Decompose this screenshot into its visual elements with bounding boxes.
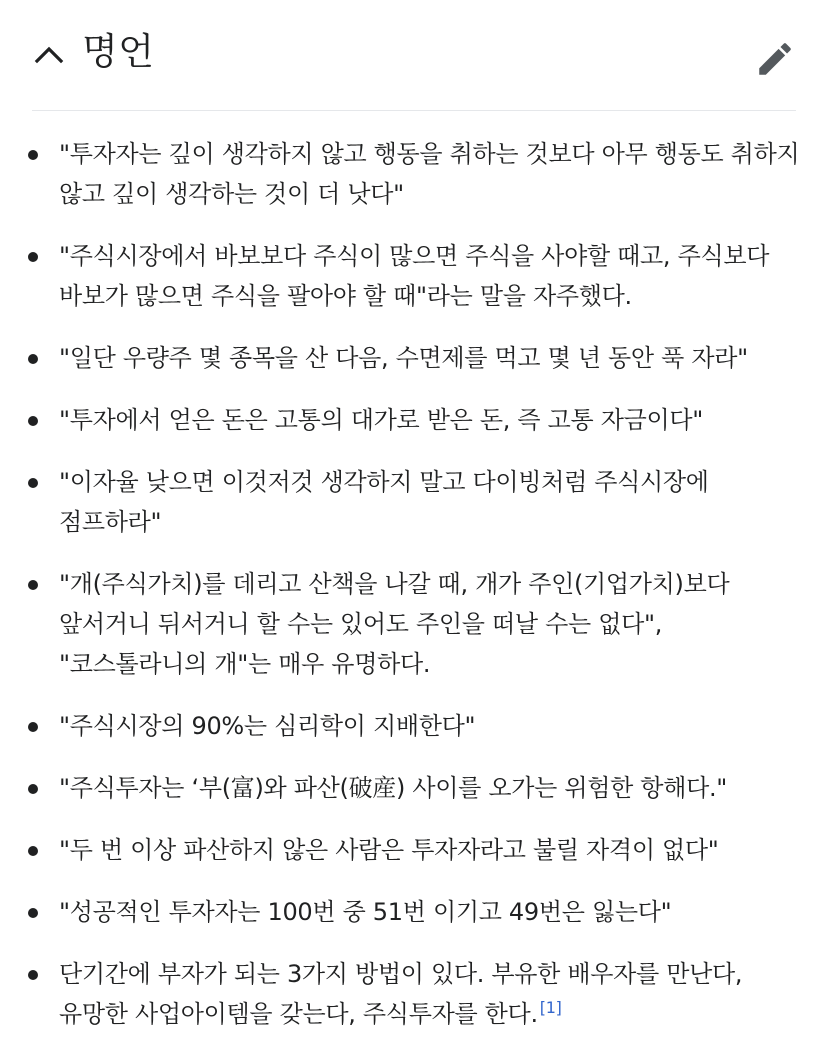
bullet-icon [28, 416, 38, 426]
quote-text: "주식투자는 ‘부(富)와 파산(破産) 사이를 오가는 위험한 항해다." [59, 774, 728, 802]
quote-item [26, 954, 802, 1034]
quote-list [26, 134, 802, 1056]
bullet-icon [28, 478, 38, 488]
bullet-icon [28, 150, 38, 160]
quote-text: "개(주식가치)를 데리고 산책을 나갈 때, 개가 주인(기업가치)보다 앞서거니 뒤서거니 할 수는 있어도 주인을 떠날 수는 없다", "코스톨라니의 개"는 매우 유명하다. [59, 570, 730, 678]
quote-text: "이자율 낮으면 이것저것 생각하지 말고 다이빙처럼 주식시장에 점프하라" [59, 468, 709, 536]
bullet-icon [28, 252, 38, 262]
quote-item [26, 338, 802, 378]
quote-text: 단기간에 부자가 되는 3가지 방법이 있다. 부유한 배우자를 만난다, 유망한 사업아이템을 갖는다, 주식투자를 한다. [59, 960, 743, 1028]
quote-item [26, 134, 802, 214]
quote-item [26, 768, 802, 808]
bullet-icon [28, 784, 38, 794]
quote-item [26, 892, 802, 932]
quote-text: "성공적인 투자자는 100번 중 51번 이기고 49번은 잃는다" [59, 898, 672, 926]
reference-link[interactable]: [1] [539, 998, 562, 1017]
quote-text: "투자자는 깊이 생각하지 않고 행동을 취하는 것보다 아무 행동도 취하지 않고 깊이 생각하는 것이 더 낫다" [59, 140, 800, 208]
bullet-icon [28, 580, 38, 590]
quote-text: "일단 우량주 몇 종목을 산 다음, 수면제를 먹고 몇 년 동안 푹 자라" [59, 344, 748, 372]
pencil-icon[interactable] [754, 38, 796, 80]
chevron-up-icon[interactable] [32, 38, 66, 72]
bullet-icon [28, 354, 38, 364]
bullet-icon [28, 846, 38, 856]
quote-text: "두 번 이상 파산하지 않은 사람은 투자자라고 불릴 자격이 없다" [59, 836, 719, 864]
quote-item [26, 564, 802, 684]
bullet-icon [28, 908, 38, 918]
quote-text: "투자에서 얻은 돈은 고통의 대가로 받은 돈, 즉 고통 자금이다" [59, 406, 703, 434]
quote-text: "주식시장의 90%는 심리학이 지배한다" [59, 712, 476, 740]
quote-item [26, 462, 802, 542]
bullet-icon [28, 970, 38, 980]
quote-text: "주식시장에서 바보보다 주식이 많으면 주식을 사야할 때고, 주식보다 바보가 많으면 주식을 팔아야 할 때"라는 말을 자주했다. [59, 242, 770, 310]
quote-item [26, 236, 802, 316]
bullet-icon [28, 722, 38, 732]
section-header [32, 0, 796, 111]
quote-item [26, 706, 802, 746]
quote-item [26, 400, 802, 440]
quote-item [26, 830, 802, 870]
section-title[interactable]: 명언 [82, 30, 155, 73]
